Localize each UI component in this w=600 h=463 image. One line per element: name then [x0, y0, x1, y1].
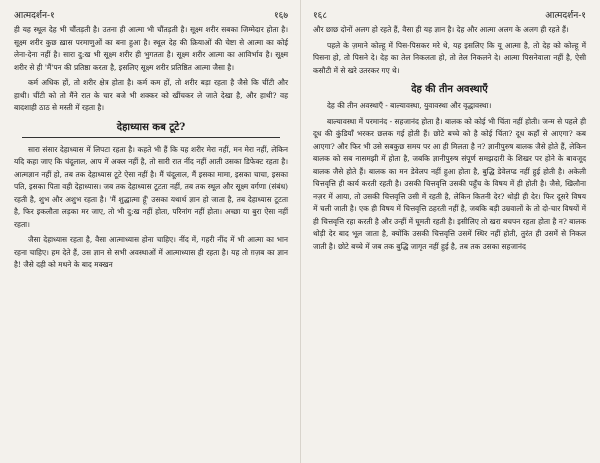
left-page-number: १६७ [273, 11, 288, 21]
right-running-title: आत्मदर्शन-१ [545, 11, 586, 21]
right-page [300, 0, 600, 463]
left-paragraph-2: कर्म अधिक हों, तो शरीर क्षेत्र होता है। कर्म कम हों, तो शरीर बड़ा रहता है जैसे कि चींटी और हाथी। चींटी को तो मैंने रात के चार बजे भी शक्कर को खींचकर ले जाते देखा है, और हाथी? वह बादशाही ठाठ से मस्ती में रहता है। [14, 78, 288, 112]
right-paragraph-1: और छाछ दोनों अलग हो रहते हैं, वैसा ही यह ज्ञान है। देह और आत्मा अलग के अलग ही रहते हैं। [313, 25, 569, 34]
right-paragraph-3: देह की तीन अवस्थाएँ - बाल्यावस्था, युवावस्था और वृद्धावस्था। [327, 101, 492, 110]
left-paragraph-4: जैसा देहाध्यास रहता है, वैसा आत्माध्यास होना चाहिए। नींद में, गहरी नींद में भी आत्मा का भान रहना चाहिए। हम देते हैं, उस ज्ञान से सभी अवस्थाओं में आत्माध्यास ही रहता है। यह तो ग़ज़ब का ज्ञान है! जैसे दही को मथने के बाद मक्खन [14, 235, 288, 269]
right-paragraph-2: पहले के ज़माने कोल्हू में पिस-पिसकर मरे थे, यह इसलिए कि यू आत्मा है, तो देह को कोल्हू में पिसना हो, तो पिसने दे। देह का तेल निकलता हो, तो तेल निकलने दे। आत्मा पिसनेवाला नहीं है, ऐसी कसौटी में से खरे उतरकर गए थे। [313, 40, 586, 75]
right-paragraph-4: बाल्यावस्था में परमानंद - सहजानंद होता है। बालक को कोई भी चिंता नहीं होती। जन्म से पहले ही दूध की कुंडियाँ भरकर छलक गई होती हैं। छोटे बच्चे को है कोई चिंता? दूध कहाँ से आएगा? कब आएगा? और फिर भी उसे सबकुछ समय पर आ ही मिलता है न? ज्ञानीपुरुष बालक जैसे होते हैं, लेकिन बालक को सब नासमझी में होता है, जबकि ज्ञानीपुरुष संपूर्ण समझदारी के शिखर पर होने के बावजूद बालक जैसे होते हैं। बालक का मन डेवेलप नहीं हुआ होता है, बुद्धि डेवेलप्ड नहीं हुई होती है। अकेली चित्तवृत्ति ही कार्य करती रहती है। उसकी चित्तवृत्ति उसकी पहुँच के विषय में ही होती है। जैसे, खिलौना नज़र में आया, तो उसकी चित्तवृत्ति उसी में रहती है, लेकिन कितनी देर? थोड़ी ही देर। फिर दूसरे विषय में चली जाती है। एक ही विषय में चित्तवृत्ति ठहरती नहीं है, जबकि बड़ी उम्रवालों के तो दो-चार विषयों में ही चित्तवृत्ति रहा करती है और उन्हीं में घूमती रहती है। इसीलिए तो खरा बचपन रहता होता है न? बालक थोड़ी देर बाद भूल जाता है, क्योंकि उसकी चित्तवृत्ति उसमें स्थिर नहीं होती, तुरंत ही उसमें से निकल जाती है। छोटे बच्चे में जब तक बुद्धि जागृत नहीं हुई है, तब तक उसका सहजानंद [313, 116, 586, 251]
left-page-header [14, 8, 288, 24]
left-section-heading: देहाध्यास कब टूटे? [22, 119, 280, 138]
left-paragraph-1: ही यह स्थूल देह भी चौंतड़ती है। उतना ही आत्मा भी चौंतड़ती है। सूक्ष्म शरीर सबका जिम्मेदार होता है। सूक्ष्म शरीर कुछ ख़ास परमाणुओं का बना हुआ है। स्थूल देह की क्रियाओं की चेष्टा से आत्मा का कोई लेना-देना नहीं है। सारा दु:ख भी सूक्ष्म शरीर ही भुगतता है। सूक्ष्म शरीर आत्मा का आविर्भाव है। सूक्ष्म शरीर से ही 'मैं'पन की प्रतिष्ठा करता है, इसलिए सूक्ष्म शरीर प्रतिष्ठित आत्मा जैसा है। [14, 25, 288, 72]
left-paragraph-3: सारा संसार देहाध्यास में लिपटा रहता है। कहते भी हैं कि यह शरीर मेरा नहीं, मन मेरा नहीं, लेकिन यदि कहा जाए कि चंदूलाल, आप में अक्ल नहीं है, तो सारी रात नींद नहीं आती उसका डिफेक्ट रहता है। आत्मज्ञान नहीं हो, तब तक देहाध्यास टूटे ऐसा नहीं है। मैं चंदूलाल, मैं इसका मामा, इसका चाचा, इसका पति, इसका पिता वही देहाध्यास। जब तक देहाध्यास टूटता नहीं, तब तक स्थूल और सूक्ष्म वर्गणा (संबंध) रहती है, शुभ और अशुभ रहता है। 'मैं शुद्धात्मा हूँ' उसका यथार्थ ज्ञान हो जाता है, तब देहाध्यास टूटता है, फिर इकलौता लड़का मर जाए, तो भी दु:ख नहीं होता, परिनांग नहीं होता। अच्छा या बुरा ऐसा नहीं रहता। [14, 144, 288, 229]
right-page-header [313, 8, 586, 24]
right-section-heading: देह की तीन अवस्थाएँ [411, 84, 488, 95]
left-running-title: आत्मदर्शन-१ [14, 11, 55, 21]
right-page-number: १६८ [313, 11, 328, 21]
